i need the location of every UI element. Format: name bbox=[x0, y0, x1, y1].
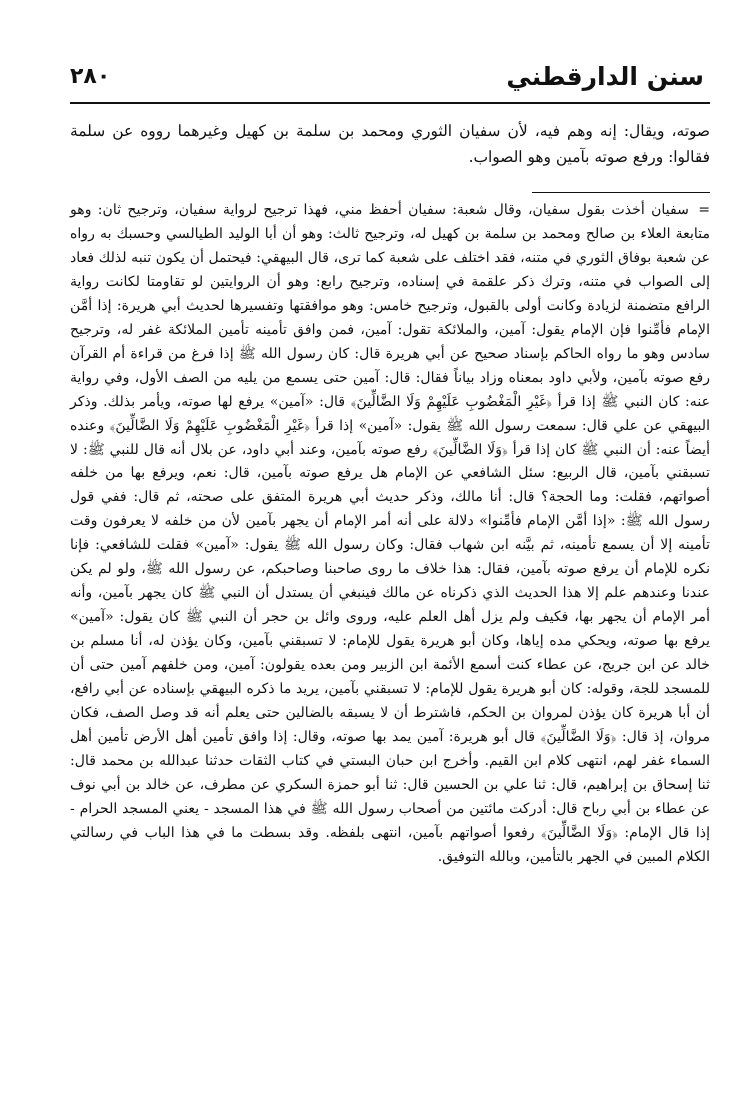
main-paragraph: صوته، ويقال: إنه وهم فيه، لأن سفيان الثوري ومحمد بن سلمة بن كهيل وغيرهما رووه عن سلمة فقالوا: ورفع صوته بآمين وهو الصواب. bbox=[70, 122, 711, 166]
footnote-paragraph bbox=[70, 199, 710, 870]
page-number: ٢٨٠ bbox=[70, 64, 111, 89]
footnote-section bbox=[70, 199, 710, 870]
continuation-mark: = bbox=[698, 202, 710, 218]
page-header bbox=[70, 64, 710, 104]
book-page bbox=[70, 64, 710, 1094]
footnote-divider bbox=[532, 192, 710, 193]
main-text bbox=[70, 118, 710, 170]
footnote-text: سفيان أخذت بقول سفيان، وقال شعبة: سفيان أحفظ مني، فهذا ترجيح لرواية سفيان، وترجيح ثان: وهو متابعة العلاء بن صالح ومحمد بن سلمة بن كهيل له، وترجيح ثالث: وهو أن أبا الوليد الطيالسي وحسبك به رواه عن شعبة بوفاق الثوري في متنه، فقد اختلف على شعبة كما ترى، قال البيهقي: فيحتمل أن يكون تنبه لذلك فعاد إلى الصواب في متنه، وترك ذكر علقمة في إسناده، وترجيح رابع: وهو أن الروايتين لو تقاومتا لكانت رواية الرافع متضمنة لزيادة وكانت أولى بالقبول، وترجيح خامس: وهو موافقتها وتفسيرها لحديث أبي هريرة: إذا أمَّن الإمام فأمِّنوا فإن الإمام يقول: آمين، والملائكة تقول: آمين، فمن وافق تأمينه تأمين الملائكة غفر له، وترجيح سادس وهو ما رواه الحاكم بإسناد صحيح عن أبي هريرة قال: كان رسول الله ﷺ إذا فرغ من قراءة أم القرآن رفع صوته بآمين، ولأبي داود بمعناه وزاد بياناً فقال: قال: آمين حتى يسمع من يليه من الصف الأول، وفي رواية عنه: كان النبي ﷺ إذا قرأ ﴿غَيْرِ الْمَغْضُوبِ عَلَيْهِمْ وَلَا الضَّالِّينَ﴾ قال: «آمين» يرفع لها صوته، ويأمر بذلك. وذكر البيهقي عن علي قال: سمعت رسول الله ﷺ يقول: «آمين» إذا قرأ ﴿غَيْرِ الْمَغْضُوبِ عَلَيْهِمْ وَلَا الضَّالِّينَ﴾ وعنده أيضاً عنه: أن النبي ﷺ كان إذا قرأ ﴿وَلَا الضَّالِّينَ﴾ رفع صوته بآمين، وعند أبي داود، عن بلال أنه قال للنبي ﷺ: لا تسبقني بآمين، قال الربيع: سئل الشافعي عن الإمام هل يرفع صوته بآمين، قال: نعم، ويرفع بها من خلفه أصواتهم، فقلت: وما الحجة؟ قال: أنا مالك، وذكر حديث أبي هريرة المتفق على صحته، ثم قال: ففي قول رسول الله ﷺ: «إذا أمَّن الإمام فأمِّنوا» دلالة على أنه أمر الإمام أن يجهر بآمين لأن من خلفه لا يعرفون وقت تأمينه إلا أن يسمع تأمينه، ثم بيَّنه ابن شهاب فقال: وكان رسول الله ﷺ يقول: «آمين» فقلت للشافعي: فإنا نكره للإمام أن يرفع صوته بآمين، فقال: هذا خلاف ما روى صاحبنا وصاحبكم، عن رسول الله ﷺ، ولو لم يكن عندنا وعندهم علم إلا هذا الحديث الذي ذكرناه عن مالك فينبغي أن يستدل أن النبي ﷺ كان يجهر بآمين، وأنه أمر الإمام أن يجهر بها، فكيف ولم يزل أهل العلم عليه، وروى وائل بن حجر أن النبي ﷺ كان يقول: «آمين» يرفع بها صوته، ويحكي مده إياها، وكان أبو هريرة يقول للإمام: لا تسبقني بآمين، وكان يؤذن له، أنا مسلم بن خالد عن ابن جريج، عن عطاء كنت أسمع الأئمة ابن الزبير ومن بعده يقولون: آمين، ومن خلفهم آمين حتى أن للمسجد للجة، وقوله: كان أبو هريرة يقول للإمام: لا تسبقني بآمين، يريد ما ذكره البيهقي بإسناده عن أبي رافع، أن أبا هريرة كان يؤذن لمروان بن الحكم، فاشترط أن لا يسبقه بالضالين حتى يعلم أنه قد وصل الصف، فكان مروان، إذ قال: ﴿وَلَا الضَّالِّينَ﴾ قال أبو هريرة: آمين يمد بها صوته، وقال: إذا وافق تأمين أهل الأرض تأمين أهل السماء غفر لهم، انتهى كلام ابن القيم. وأخرج ابن حبان البستي في كتاب الثقات حدثنا عبدالله بن محمد قال: ثنا إسحاق بن إبراهيم، قال: ثنا علي بن الحسين قال: ثنا أبو حمزة السكري عن مطرف، عن خالد بن أبي نوف عن عطاء بن أبي رباح قال: أدركت مائتين من أصحاب رسول الله ﷺ في هذا المسجد - يعني المسجد الحرام - إذا قال الإمام: ﴿وَلَا الضَّالِّينَ﴾ رفعوا أصواتهم بآمين، انتهى بلفظه. وقد بسطت ما في هذا الباب في رسالتي الكلام المبين في الجهر بالتأمين، وبالله التوفيق. bbox=[70, 202, 710, 865]
book-title: سنن الدارقطني bbox=[506, 62, 704, 91]
